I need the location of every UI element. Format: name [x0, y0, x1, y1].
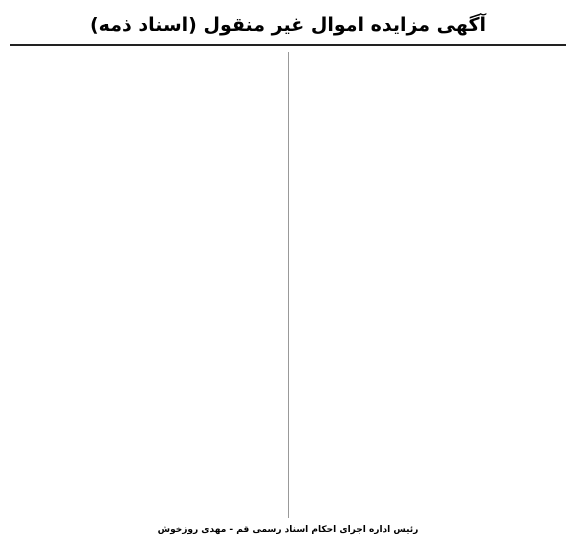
notice-footer	[10, 525, 566, 535]
notice-title: آگهی مزایده اموال غیر منقول (اسناد ذمه)	[90, 13, 487, 36]
notice-body-left-column	[10, 52, 278, 518]
notice-body	[10, 52, 566, 518]
notice-body-right-column	[299, 52, 567, 518]
notice-signature: رئیس اداره اجرای احکام اسناد رسمی قم - مهدی روزخوش	[157, 525, 419, 535]
column-divider	[288, 52, 289, 518]
notice-header	[10, 6, 566, 46]
